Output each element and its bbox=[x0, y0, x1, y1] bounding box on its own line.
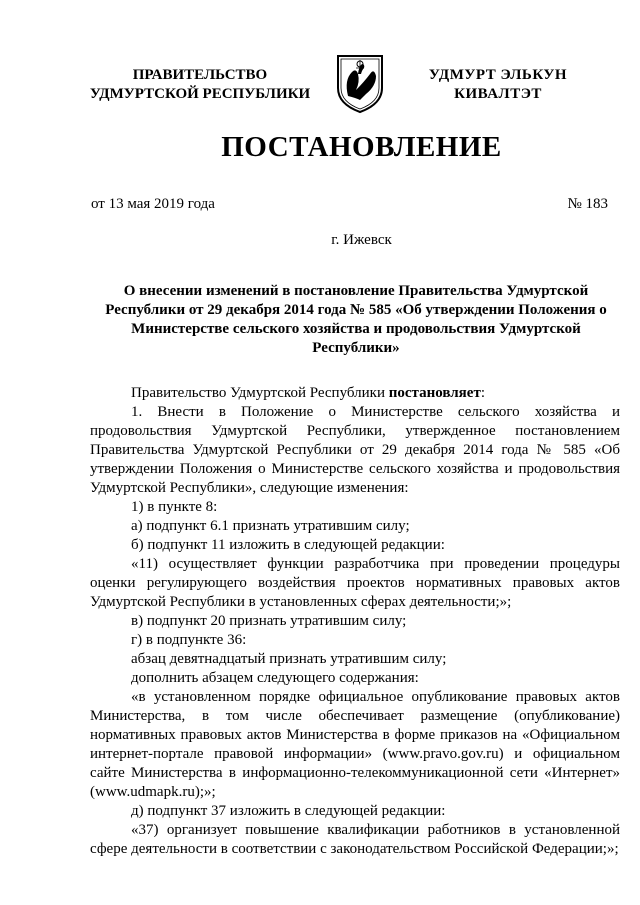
header-left-line1: ПРАВИТЕЛЬСТВО bbox=[132, 67, 268, 83]
header-right bbox=[428, 66, 568, 104]
udmurt-coat-of-arms-icon bbox=[334, 52, 386, 114]
body-paragraph-9: дополнить абзацем следующего содержания: bbox=[131, 670, 419, 686]
header-left-line2: УДМУРТСКОЙ РЕСПУБЛИКИ bbox=[89, 86, 311, 102]
body-paragraph-3: а) подпункт 6.1 признать утратившим силу; bbox=[131, 518, 410, 534]
document-title: ПОСТАНОВЛЕНИЕ bbox=[221, 131, 502, 163]
body-paragraph-7: г) в подпункте 36: bbox=[131, 632, 247, 648]
header-left bbox=[84, 66, 316, 104]
document-body bbox=[90, 384, 620, 859]
document-subject: О внесении изменений в постановление Правительства Удмуртской Республики от 29 декабря 2014 года № 585 «Об утверждении Положения о Министерстве сельского хозяйства и продовольствия Удмуртской Республики» bbox=[105, 283, 607, 356]
body-paragraph-4: б) подпункт 11 изложить в следующей редакции: bbox=[131, 537, 445, 553]
document-date: от 13 мая 2019 года bbox=[91, 196, 215, 212]
body-paragraph-10: «в установленном порядке официальное опубликование правовых актов Министерства, в том числе обеспечивает размещение (опубликование) нормативных правовых актов Министерства в форме приказов на «Официальном интернет-портале правовой информации» (www.pravo.gov.ru) и официальном сайте Министерства в информационно-телекоммуникационной сети «Интернет» (www.udmapk.ru);»; bbox=[90, 689, 620, 800]
intro-suffix: : bbox=[480, 385, 485, 401]
intro-bold: постановляет bbox=[388, 385, 481, 401]
body-paragraph-6: в) подпункт 20 признать утратившим силу; bbox=[131, 613, 407, 629]
body-paragraph-1: 1. Внести в Положение о Министерстве сельского хозяйства и продовольствия Удмуртской Республики, утвержденное постановлением Правительства Удмуртской Республики от 29 декабря 2014 года № 585 «Об утверждении Положения о Министерстве сельского хозяйства и продовольствия Удмуртской Республики», следующие изменения: bbox=[90, 404, 620, 496]
header-right-line2: КИВАЛТЭТ bbox=[454, 86, 542, 102]
document-city: г. Ижевск bbox=[331, 232, 392, 248]
body-paragraph-12: «37) организует повышение квалификации работников в установленной сфере деятельности в соответствии с законодательством Российской Федерации;»; bbox=[90, 822, 620, 857]
body-paragraph-2: 1) в пункте 8: bbox=[131, 499, 218, 515]
body-intro bbox=[90, 384, 620, 403]
body-paragraph-11: д) подпункт 37 изложить в следующей редакции: bbox=[131, 803, 446, 819]
header-right-line1: УДМУРТ ЭЛЬКУН bbox=[428, 67, 568, 83]
body-paragraph-5: «11) осуществляет функции разработчика при проведении процедуры оценки регулирующего воздействия проектов нормативных правовых актов Удмуртской Республики в установленных сферах деятельности;»; bbox=[90, 556, 620, 610]
document-number: № 183 bbox=[567, 196, 608, 212]
intro-prefix: Правительство Удмуртской Республики bbox=[131, 385, 389, 401]
body-paragraph-8: абзац девятнадцатый признать утратившим силу; bbox=[131, 651, 447, 667]
